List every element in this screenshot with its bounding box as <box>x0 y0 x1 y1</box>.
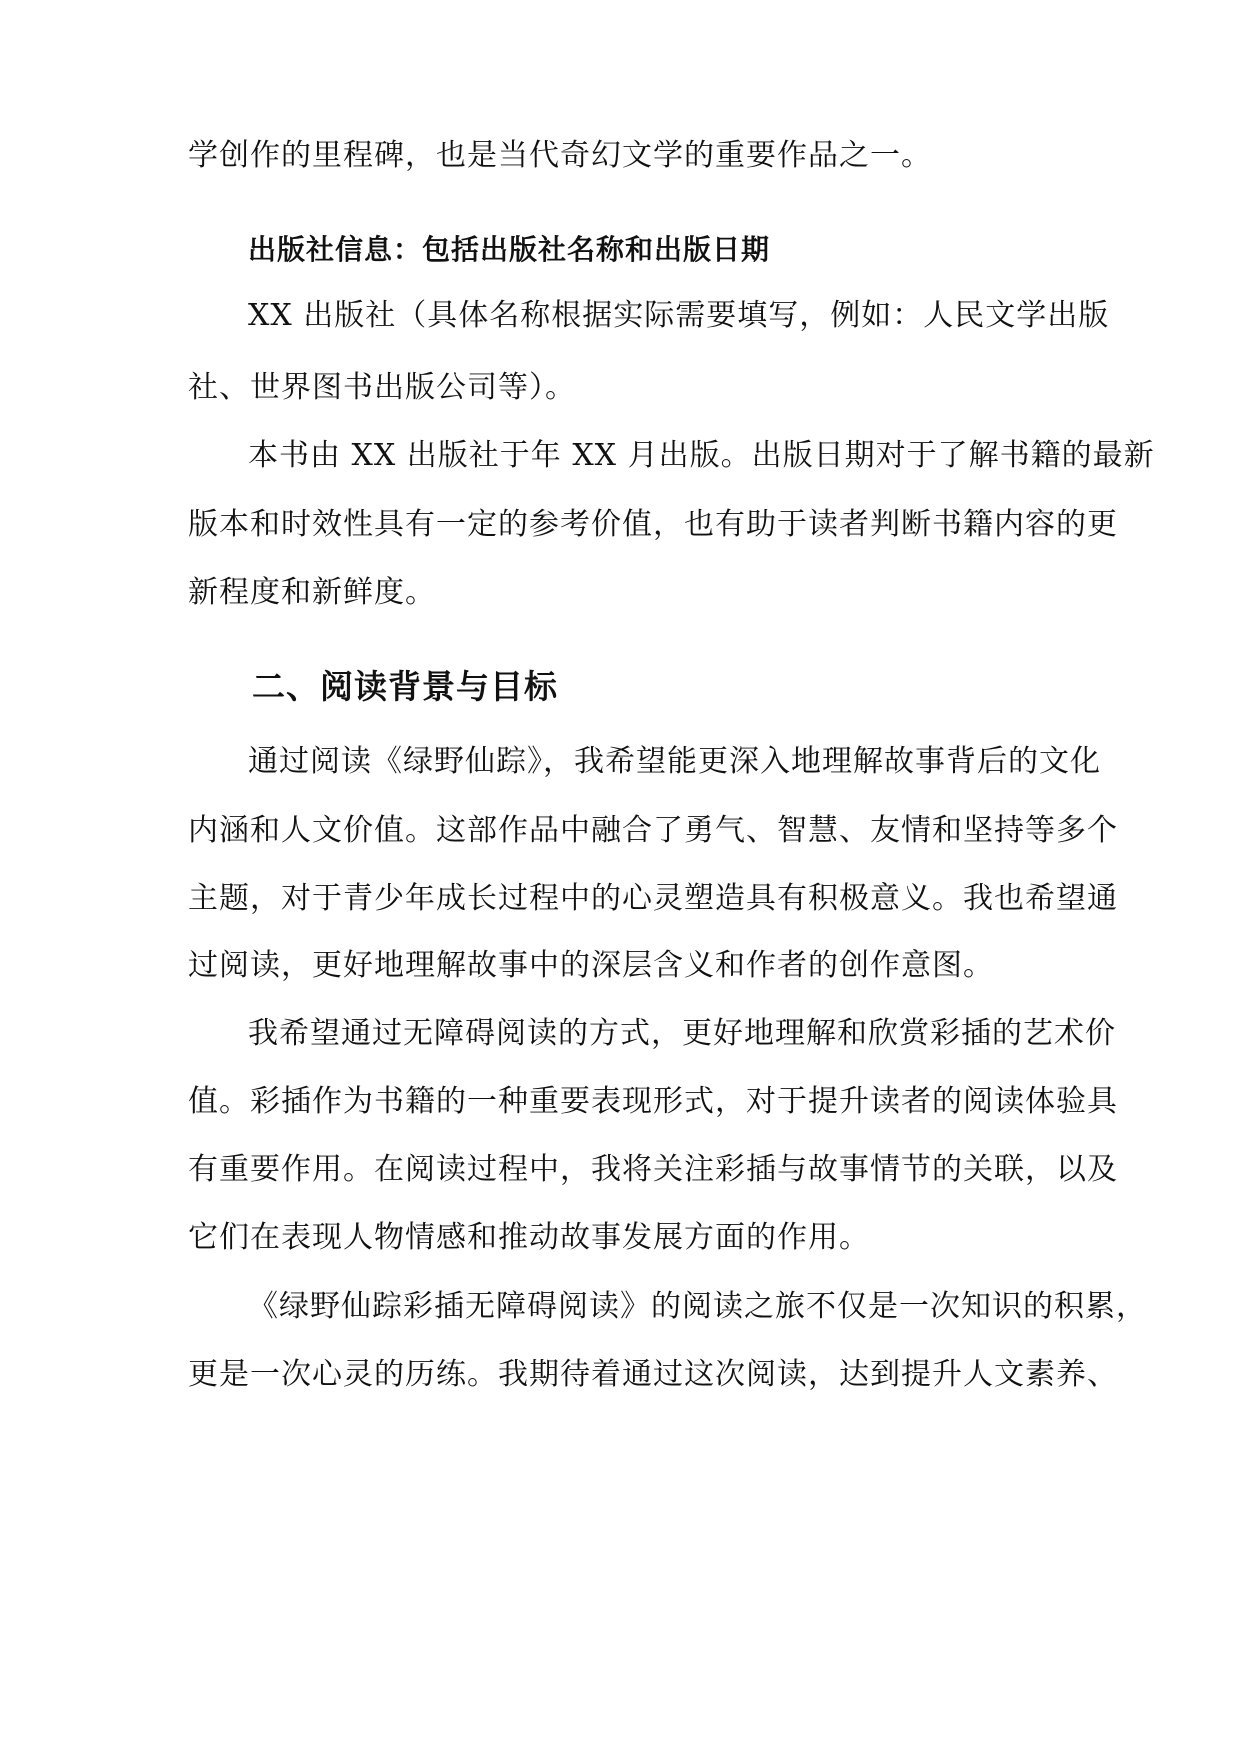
paragraph-line: 过阅读，更好地理解故事中的深层含义和作者的创作意图。 <box>188 948 994 983</box>
paragraph-line: 有重要作用。在阅读过程中，我将关注彩插与故事情节的关联，以及 <box>188 1152 1118 1187</box>
paragraph-line: 更是一次心灵的历练。我期待着通过这次阅读，达到提升人文素养、 <box>188 1357 1118 1392</box>
section-heading: 二、阅读背景与目标 <box>252 667 558 706</box>
paragraph-line: 值。彩插作为书籍的一种重要表现形式，对于提升读者的阅读体验具 <box>188 1084 1118 1119</box>
paragraph-line: 内涵和人文价值。这部作品中融合了勇气、智慧、友情和坚持等多个 <box>188 813 1118 848</box>
paragraph-line: 本书由 XX 出版社于年 XX 月出版。出版日期对于了解书籍的最新 <box>248 438 1155 473</box>
paragraph-line: 主题，对于青少年成长过程中的心灵塑造具有积极意义。我也希望通 <box>188 881 1118 916</box>
paragraph-line: 社、世界图书出版公司等）。 <box>188 370 576 405</box>
paragraph-line: 我希望通过无障碍阅读的方式，更好地理解和欣赏彩插的艺术价 <box>248 1016 1116 1051</box>
publisher-info-heading: 出版社信息：包括出版社名称和出版日期 <box>248 233 771 266</box>
paragraph-line: 版本和时效性具有一定的参考价值，也有助于读者判断书籍内容的更 <box>188 507 1118 542</box>
paragraph-line: 新程度和新鲜度。 <box>188 575 436 610</box>
paragraph-line: XX 出版社（具体名称根据实际需要填写，例如：人民文学出版 <box>248 298 1110 333</box>
paragraph-line: 通过阅读《绿野仙踪》，我希望能更深入地理解故事背后的文化 <box>248 744 1101 779</box>
paragraph-line: 它们在表现人物情感和推动故事发展方面的作用。 <box>188 1220 870 1255</box>
paragraph-line: 《绿野仙踪彩插无障碍阅读》的阅读之旅不仅是一次知识的积累， <box>248 1289 1147 1324</box>
paragraph-line: 学创作的里程碑，也是当代奇幻文学的重要作品之一。 <box>188 138 932 173</box>
